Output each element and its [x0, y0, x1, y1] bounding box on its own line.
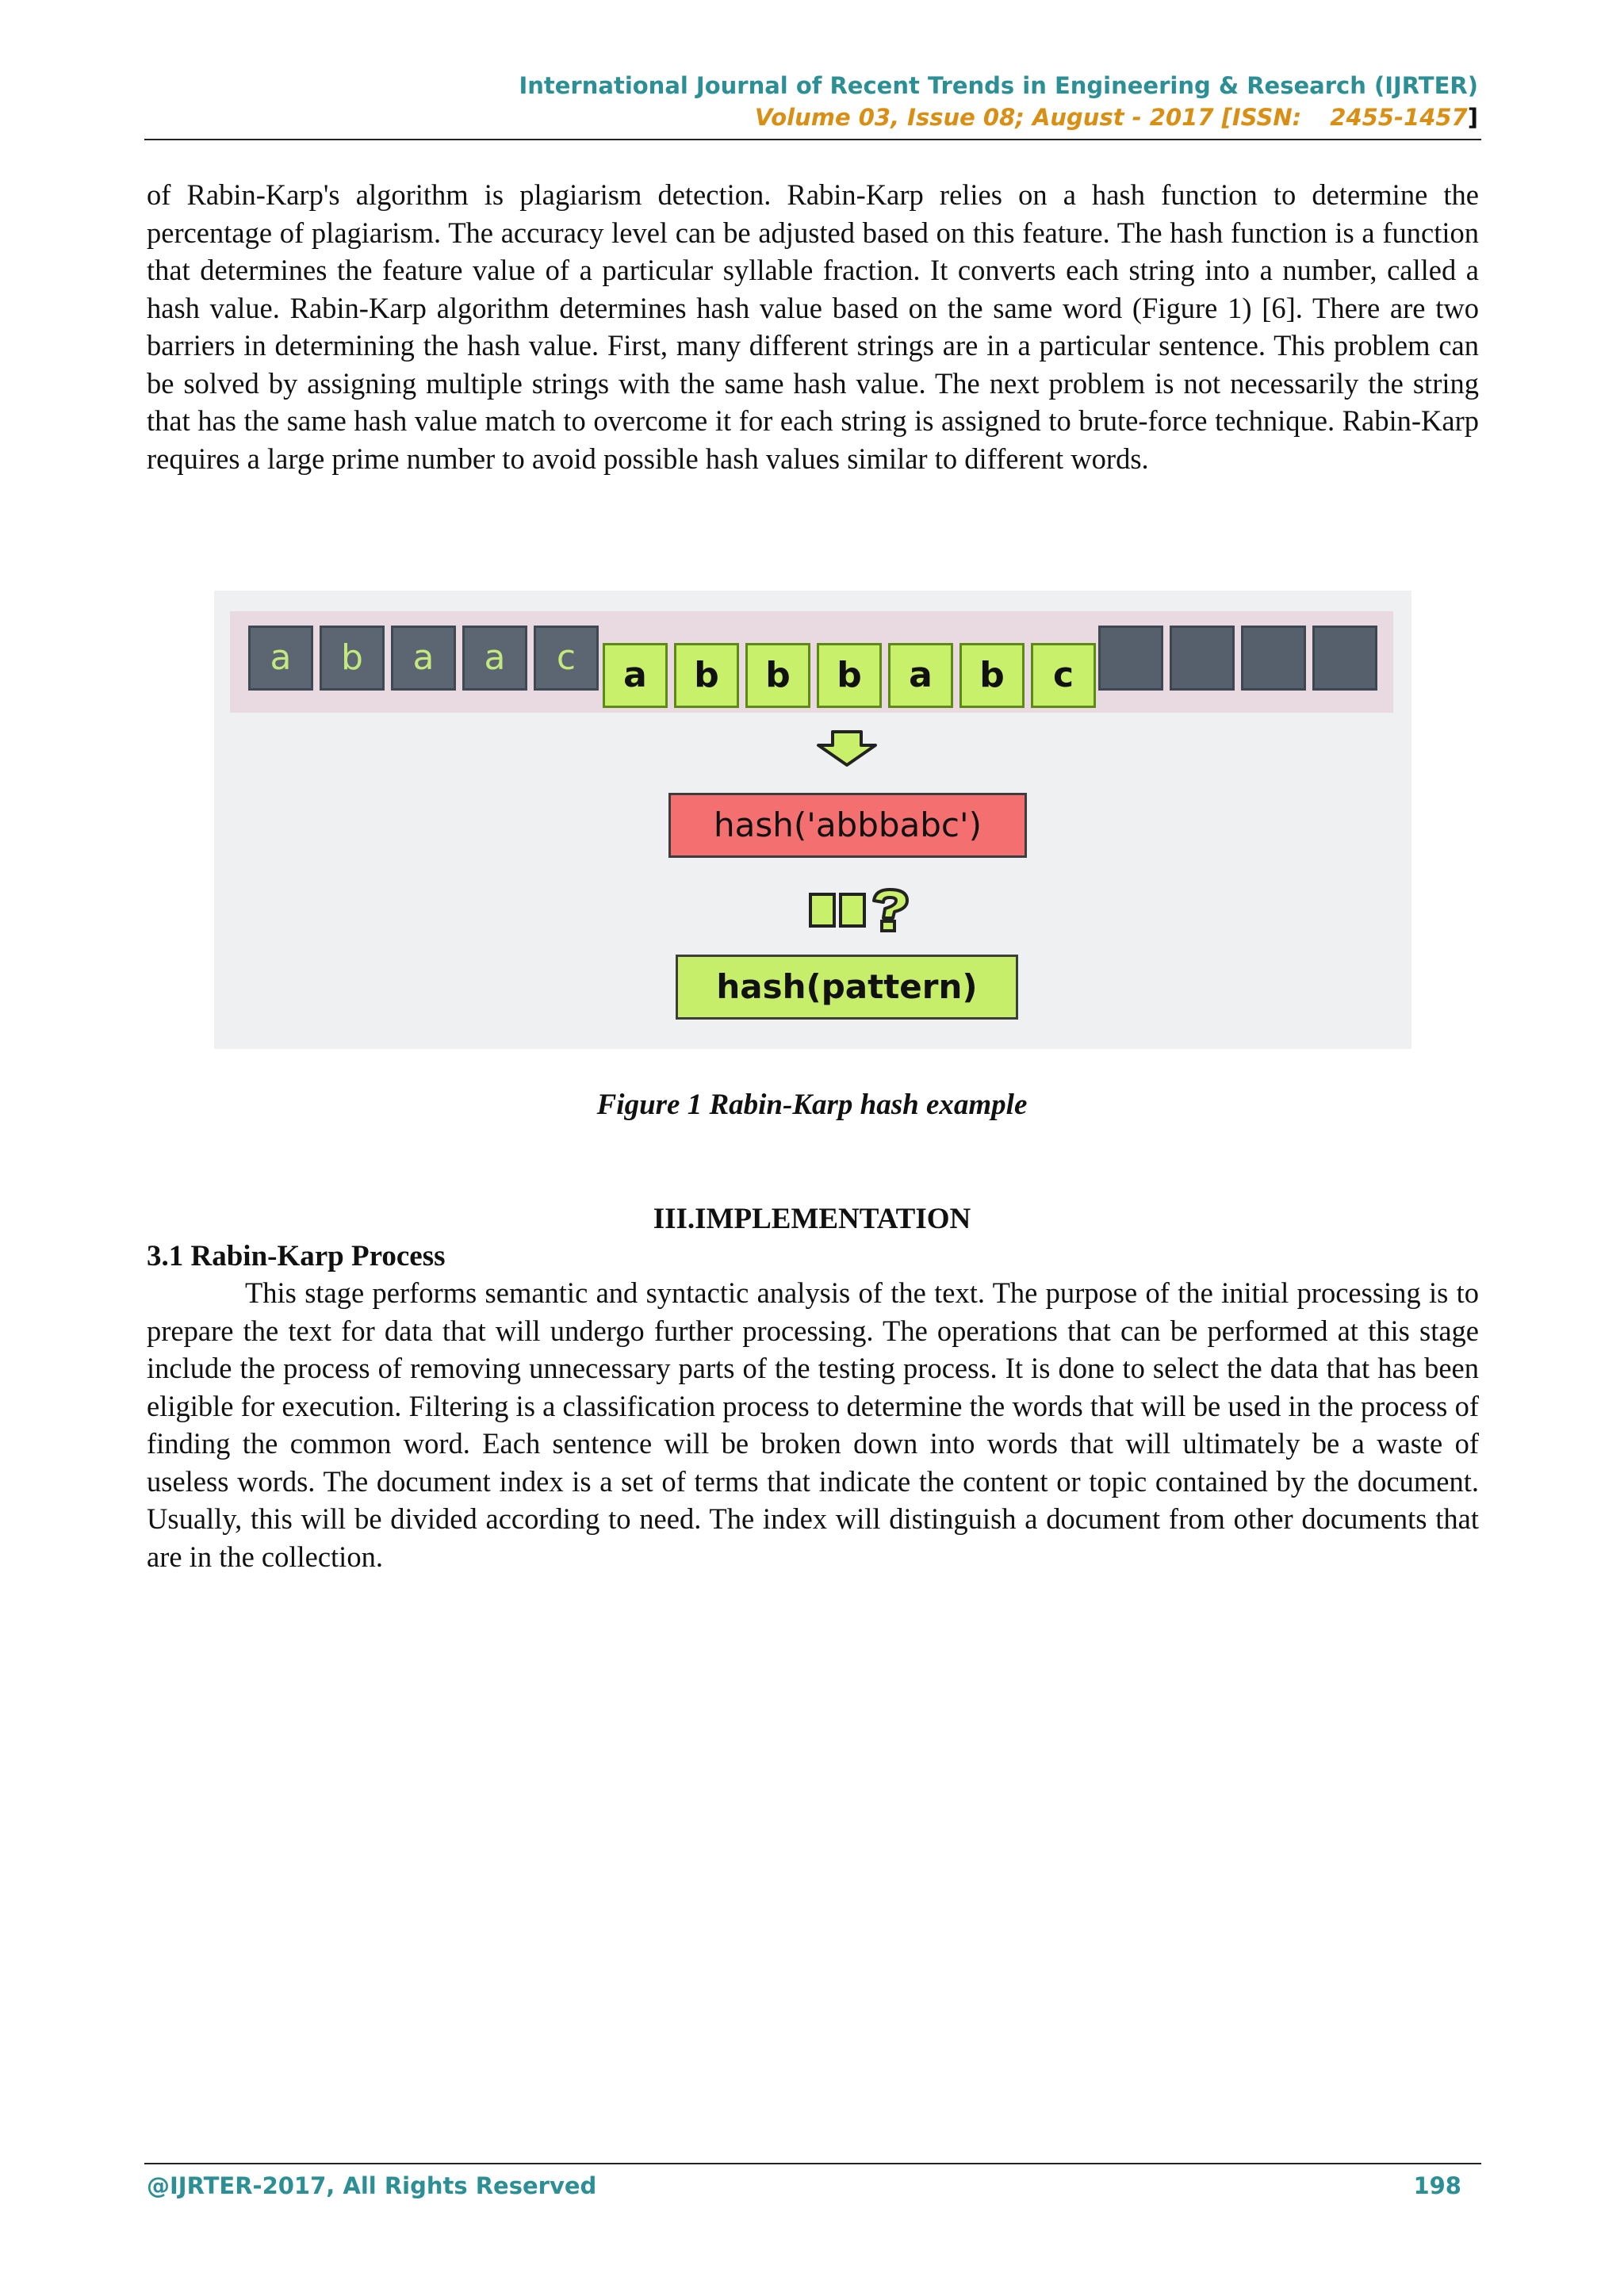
empty-cell — [1241, 626, 1306, 691]
issn-number: 2455-1457 — [1330, 104, 1468, 131]
header-rule — [144, 139, 1481, 140]
equals-question-icon — [807, 886, 914, 934]
journal-title: International Journal of Recent Trends in Engineering & Research (IJRTER) — [519, 72, 1478, 99]
section-title: III.IMPLEMENTATION — [653, 1203, 971, 1235]
char-cell: c — [534, 626, 599, 691]
window-char-cell: b — [674, 643, 739, 708]
issue-line — [519, 101, 1478, 133]
hash-pattern-box: hash(pattern) — [676, 955, 1018, 1020]
page-number: 198 — [1413, 2172, 1461, 2199]
footer-rule — [144, 2163, 1481, 2164]
char-cell: a — [391, 626, 456, 691]
window-char-cell: b — [745, 643, 810, 708]
char-cell: b — [320, 626, 385, 691]
issn-bracket: ] — [1467, 104, 1478, 131]
body-paragraph-1: of Rabin-Karp's algorithm is plagiarism detection. Rabin-Karp relies on a hash function to determine the percentage of plagiarism. The accuracy level can be adjusted based on this feature. The hash function is a function that determines the feature value of a particular syllable fraction. It converts each string into a number, called a hash value. Rabin-Karp algorithm determines hash value based on the same word (Figure 1) [6]. There are two barriers in determining the hash value. First, many different strings are in a particular sentence. This problem can be solved by assigning multiple strings with the same hash value. The next problem is not necessarily the string that has the same hash value match to overcome it for each string is assigned to brute-force technique. Rabin-Karp requires a large prime number to avoid possible hash values similar to different words. — [147, 178, 1479, 475]
empty-cell — [1170, 626, 1235, 691]
issue-info: Volume 03, Issue 08; August - 2017 [ISSN: — [754, 104, 1302, 131]
empty-cell — [1312, 626, 1377, 691]
figure-caption: Figure 1 Rabin-Karp hash example — [596, 1089, 1028, 1121]
window-char-cell: b — [959, 643, 1025, 708]
window-char-cell: a — [888, 643, 953, 708]
body-paragraph-2: This stage performs semantic and syntactic analysis of the text. The purpose of the initial processing is to prepare the text for data that will undergo further processing. The operations that can be performed at this stage include the process of removing unnecessary parts of the testing process. It is done to select the data that has been eligible for execution. Filtering is a classification process to determine the words that will be used in the process of finding the common word. Each sentence will be broken down into words that will ultimately be a waste of useless words. The document index is a set of terms that indicate the content or topic contained by the document. Usually, this will be divided according to need. The index will distinguish a document from other documents that are in the collection. — [147, 1276, 1479, 1573]
footer-copyright: @IJRTER-2017, All Rights Reserved — [147, 2172, 597, 2199]
empty-cell — [1098, 626, 1163, 691]
window-char-cell: b — [817, 643, 882, 708]
hash-window-box: hash('abbbabc') — [668, 793, 1027, 858]
down-arrow-icon — [815, 729, 879, 767]
subsection-title: 3.1 Rabin-Karp Process — [147, 1240, 446, 1272]
char-cell: a — [248, 626, 313, 691]
window-char-cell: a — [603, 643, 668, 708]
char-cell: a — [462, 626, 527, 691]
window-char-cell: c — [1031, 643, 1096, 708]
journal-header — [519, 70, 1478, 133]
